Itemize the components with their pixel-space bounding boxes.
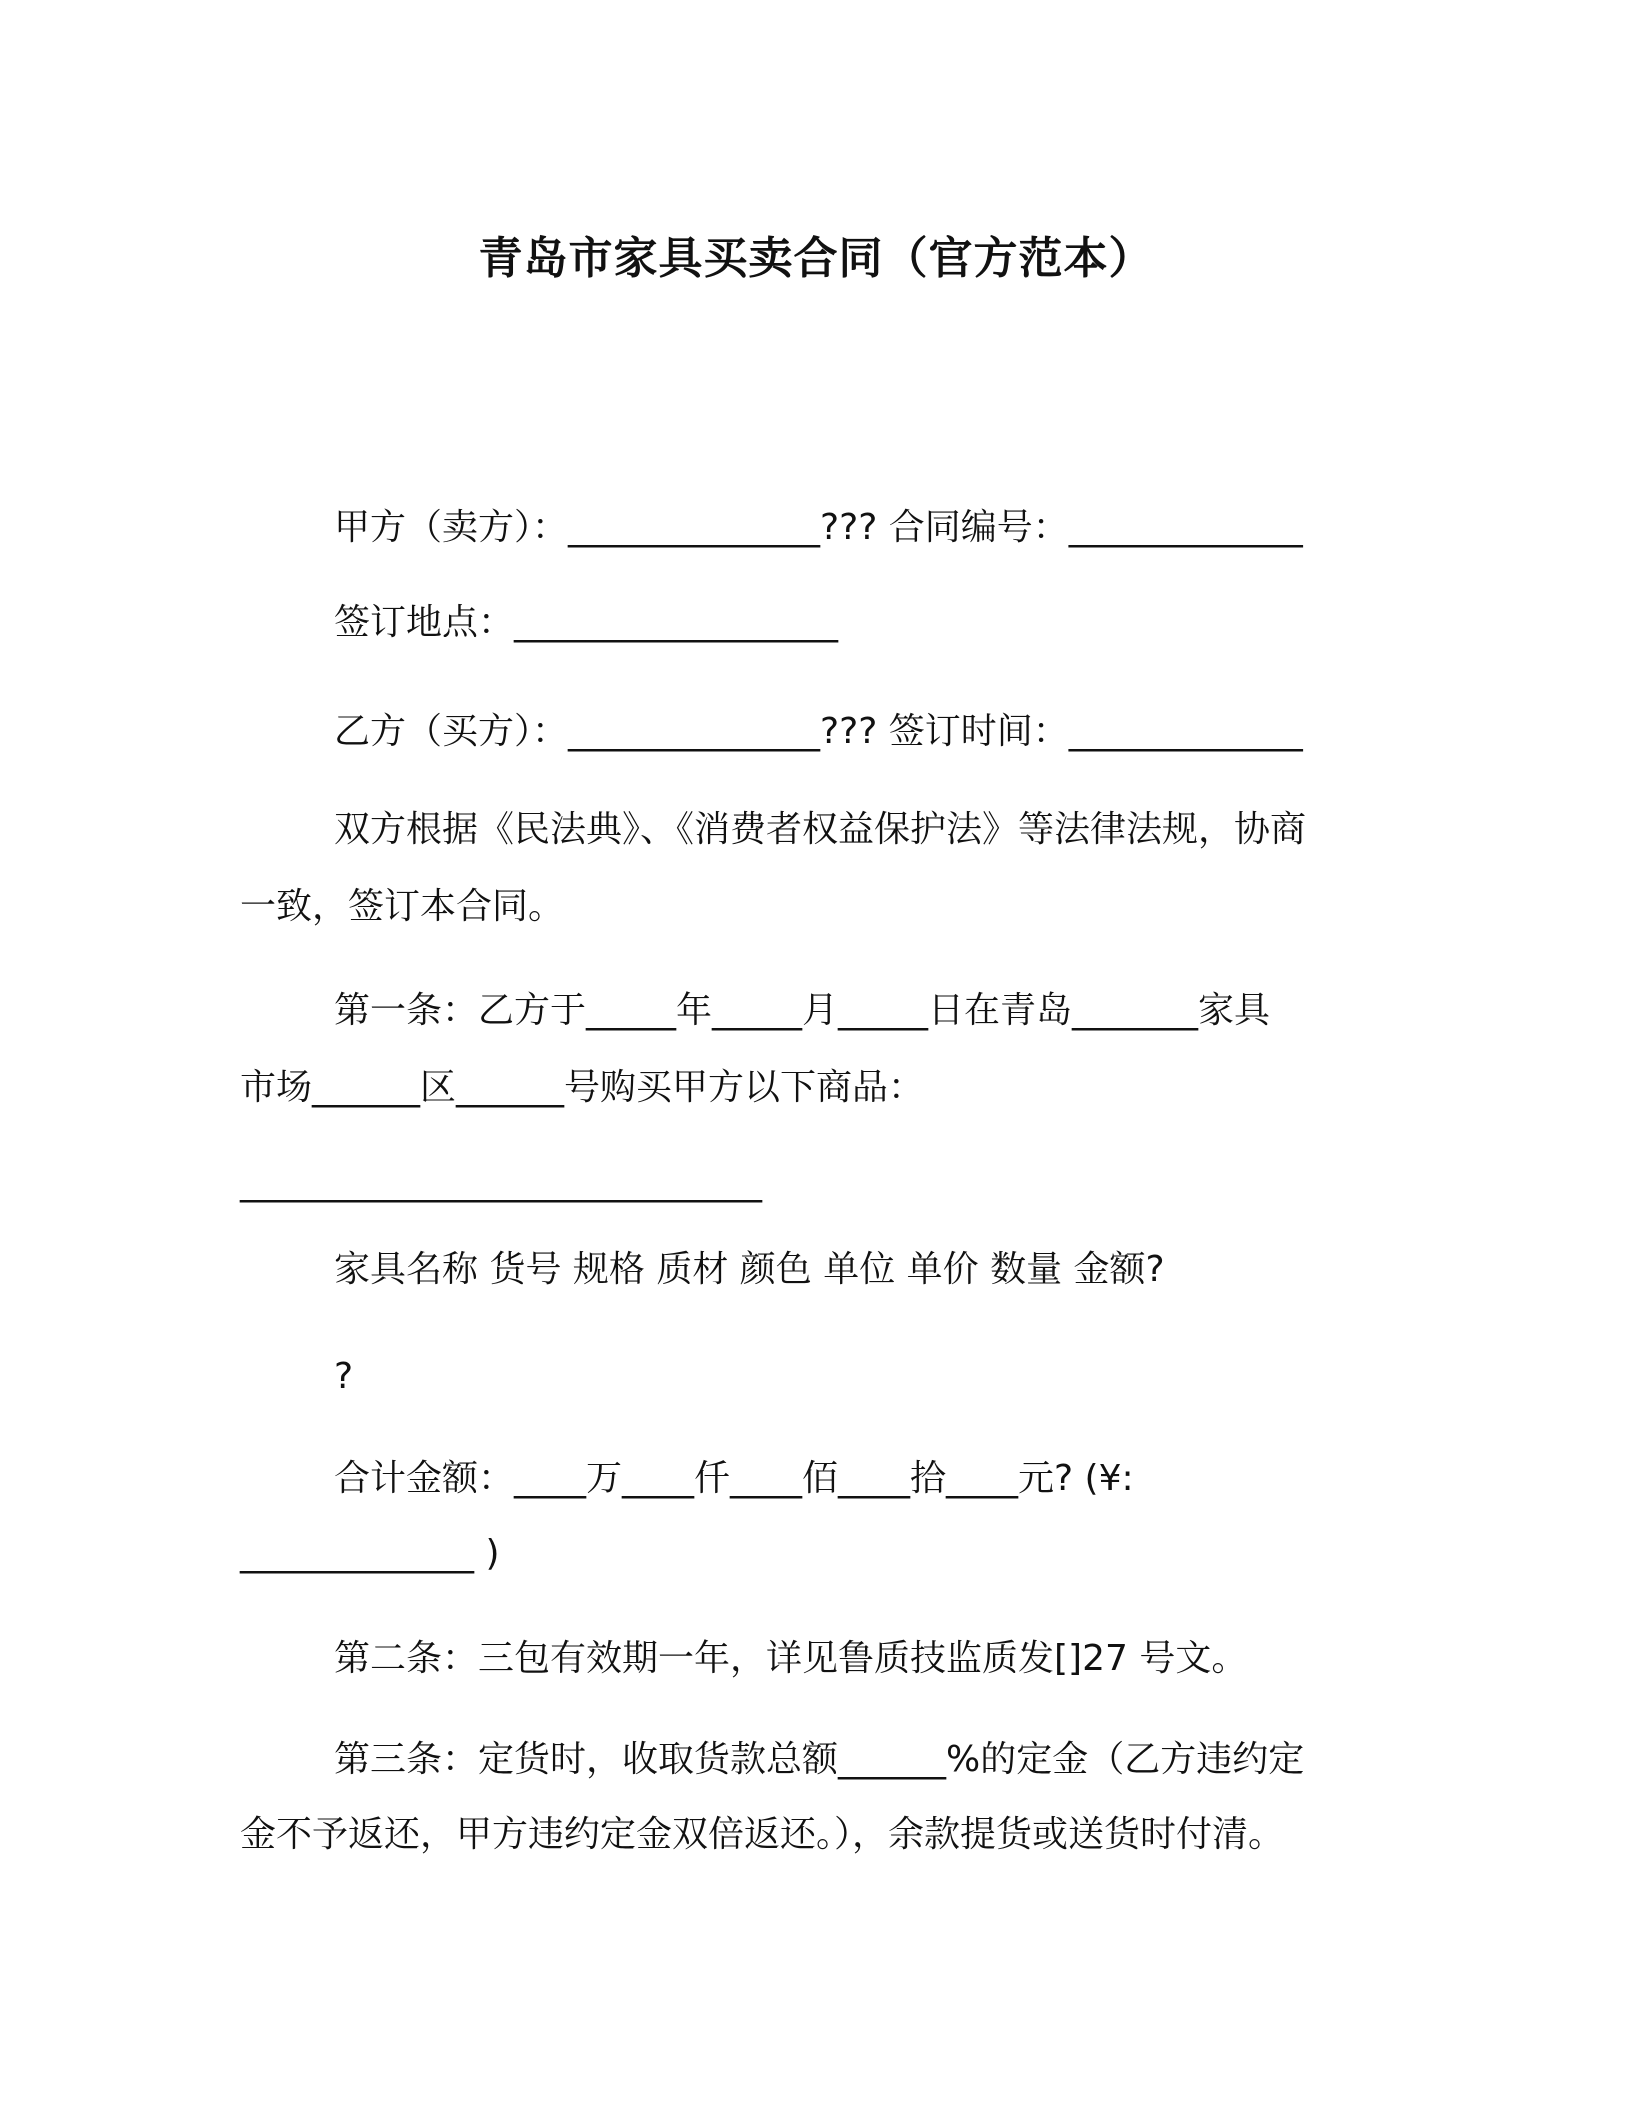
total-amount-line-2: _____________ ) bbox=[240, 1533, 500, 1574]
preamble-line-2: 一致，签订本合同。 bbox=[240, 886, 565, 927]
party-a-line: 甲方（卖方）：______________??? 合同编号：_____________ bbox=[334, 507, 1303, 548]
placeholder-mark: ? bbox=[334, 1356, 354, 1397]
total-amount-line-1: 合计金额：____万____仟____佰____拾____元? (¥: bbox=[334, 1458, 1134, 1499]
blank-underline: _____________________________ bbox=[240, 1162, 762, 1203]
document-title: 青岛市家具买卖合同（官方范本） bbox=[478, 233, 1154, 284]
signing-place-line: 签订地点：__________________ bbox=[334, 602, 839, 643]
party-b-line: 乙方（买方）：______________??? 签订时间：_____________ bbox=[334, 711, 1303, 752]
article-1-line-2: 市场______区______号购买甲方以下商品： bbox=[240, 1067, 925, 1108]
article-1-line-1: 第一条：乙方于_____年_____月_____日在青岛_______家具 bbox=[334, 990, 1271, 1031]
article-3-line-2: 金不予返还，甲方违约定金双倍返还。），余款提货或送货时付清。 bbox=[240, 1814, 1285, 1855]
goods-table-header: 家具名称 货号 规格 质材 颜色 单位 单价 数量 金额? bbox=[334, 1249, 1165, 1290]
article-3-line-1: 第三条：定货时，收取货款总额______%的定金（乙方违约定 bbox=[334, 1739, 1305, 1780]
article-2-line: 第二条：三包有效期一年，详见鲁质技监质发[]27 号文。 bbox=[334, 1638, 1248, 1679]
preamble-line-1: 双方根据《民法典》、《消费者权益保护法》等法律法规，协商 bbox=[334, 809, 1307, 850]
